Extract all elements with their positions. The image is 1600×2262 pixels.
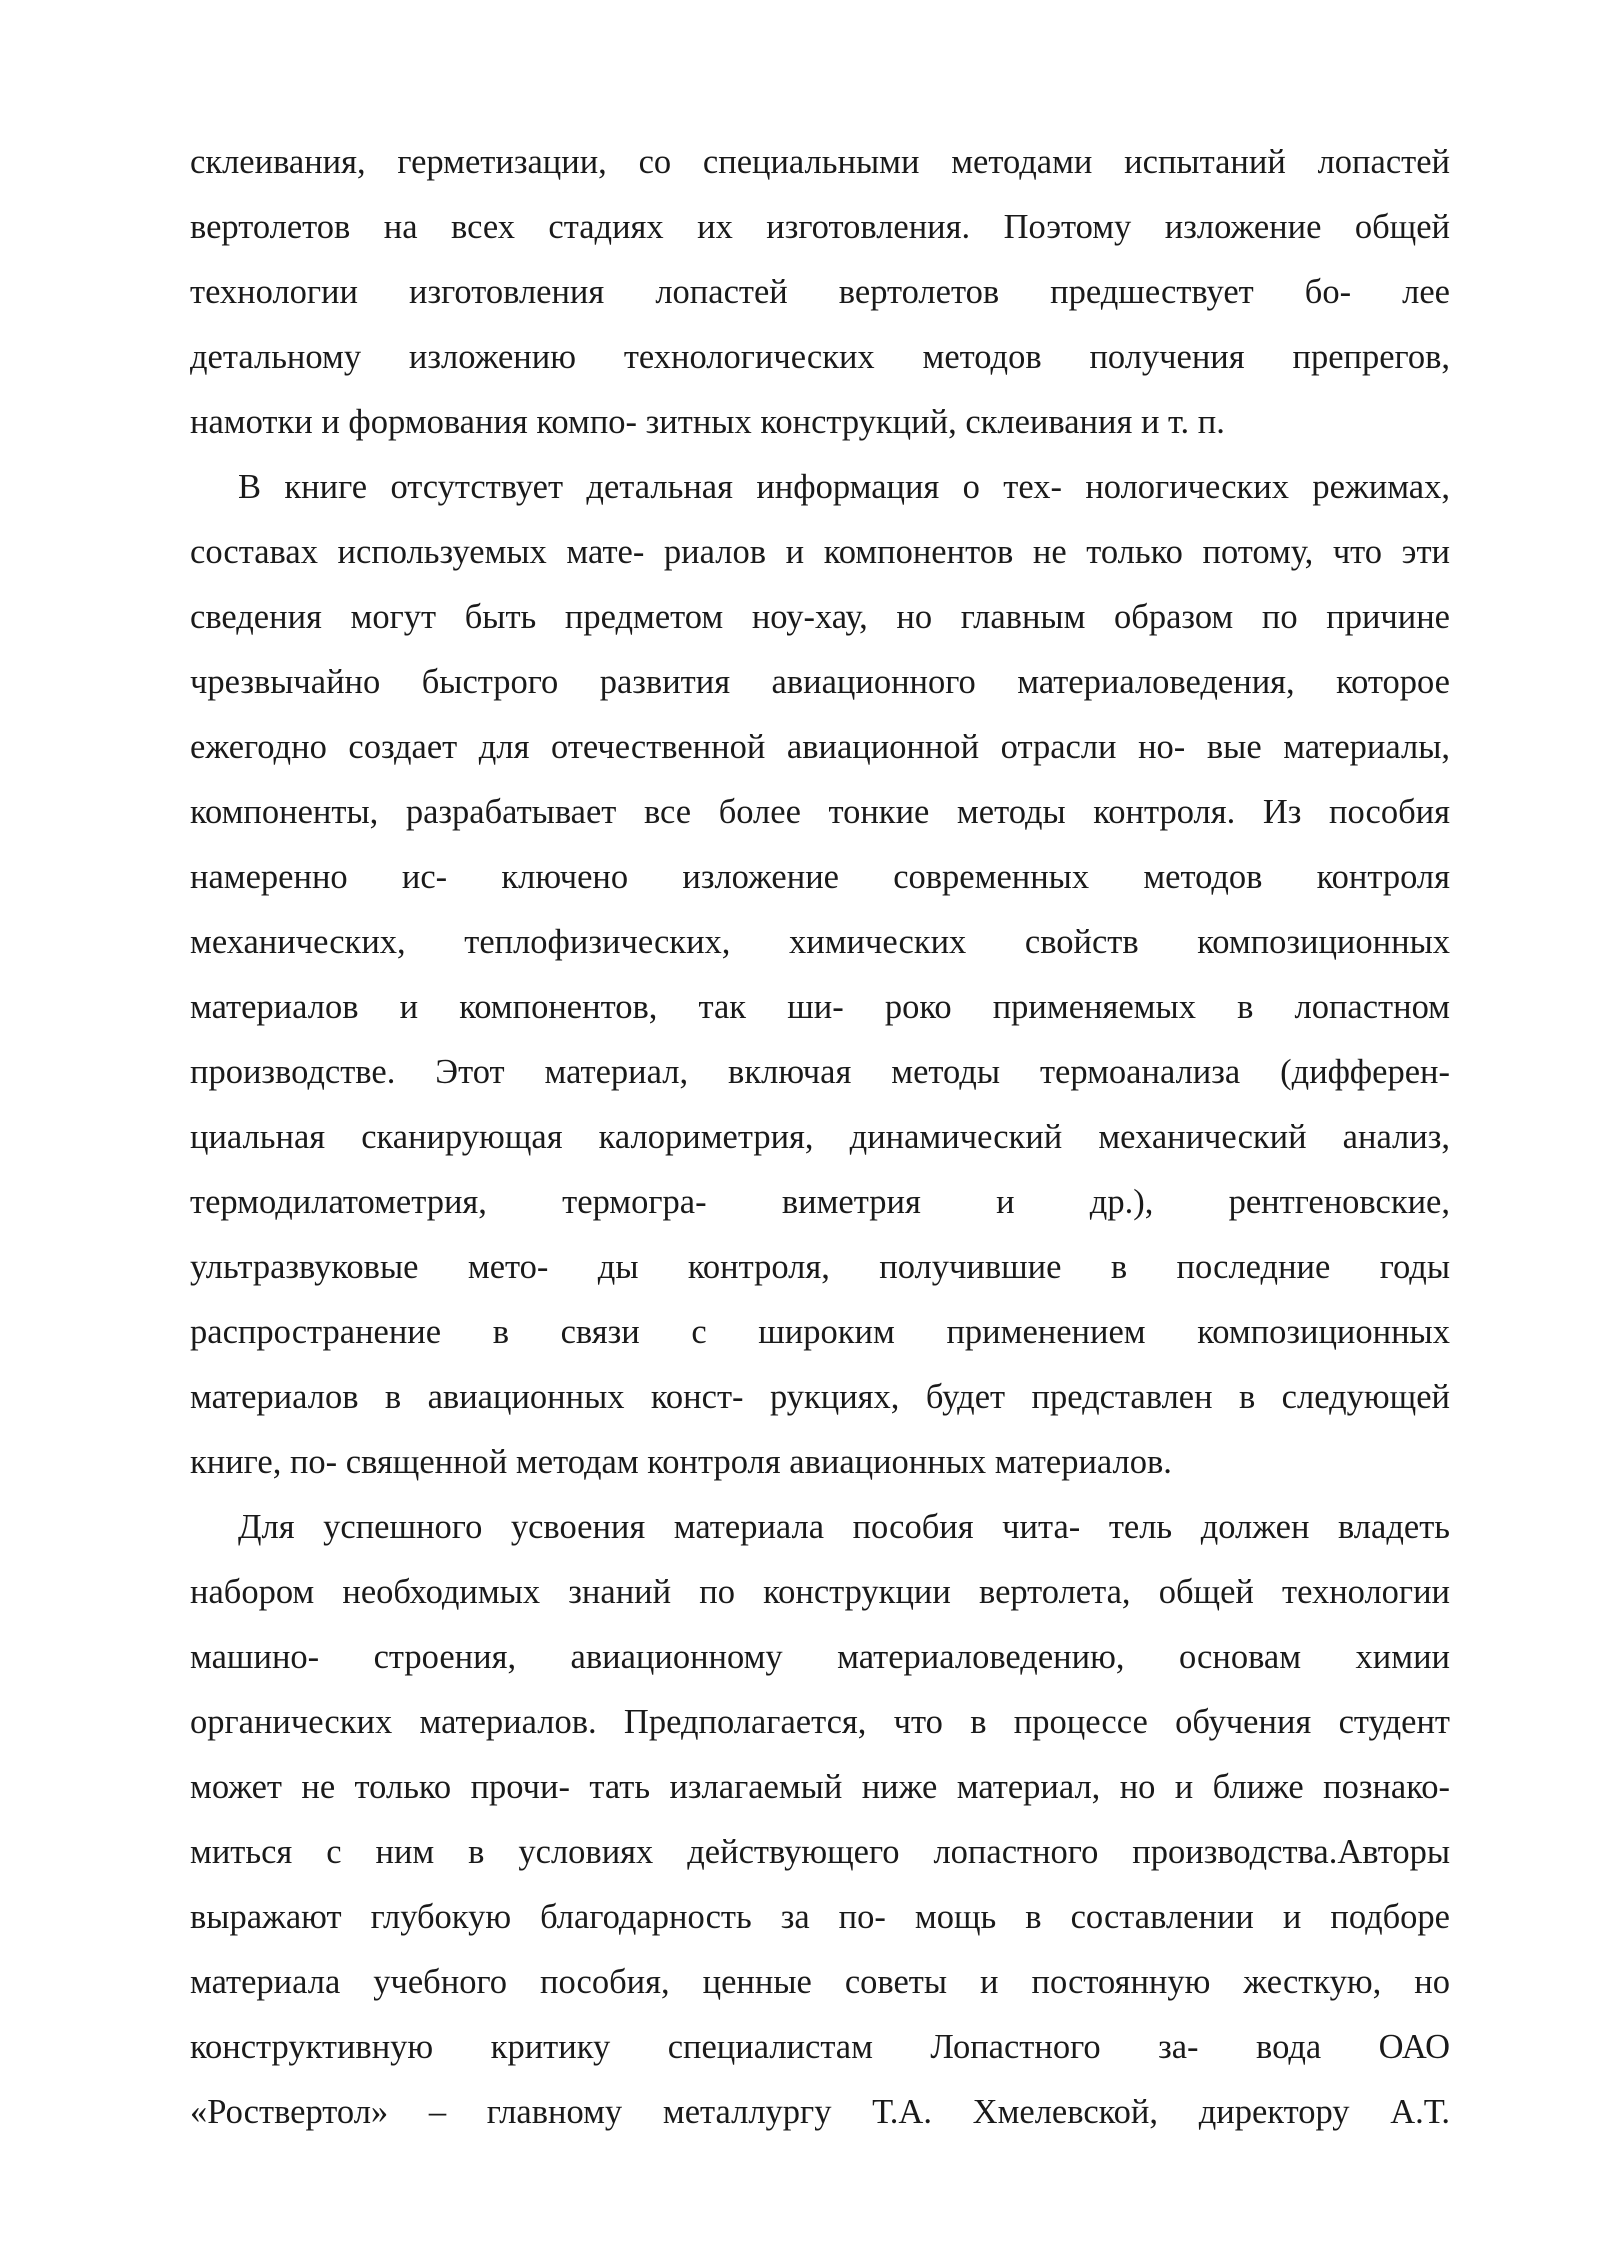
text-line: набором необходимых знаний по конструкции вертолета, общей технологии	[190, 1573, 1450, 1611]
text-line: ежегодно создает для отечественной авиационной отрасли но- вые материалы,	[190, 728, 1450, 766]
paragraph-3	[190, 1495, 1450, 2145]
text-line: «Роствертол» – главному металлургу Т.А. Хмелевской, директору А.Т.	[190, 2093, 1450, 2131]
text-line: намотки и формования компо- зитных конструкций, склеивания и т. п.	[190, 403, 1225, 441]
text-line: ультразвуковые мето- ды контроля, получившие в последние годы	[190, 1248, 1450, 1286]
text-line: составах используемых мате- риалов и компонентов не только потому, что эти	[190, 533, 1450, 571]
text-line: машино- строения, авиационному материаловедению, основам химии	[190, 1638, 1450, 1676]
text-line: может не только прочи- тать излагаемый ниже материал, но и ближе познако-	[190, 1768, 1450, 1806]
text-line: циальная сканирующая калориметрия, динамический механический анализ,	[190, 1118, 1450, 1156]
text-line: материала учебного пособия, ценные советы и постоянную жесткую, но	[190, 1963, 1450, 2001]
text-line: механических, теплофизических, химических свойств композиционных	[190, 923, 1450, 961]
text-line: детальному изложению технологических методов получения препрегов,	[190, 338, 1450, 376]
text-line: В книге отсутствует детальная информация о тех- нологических режимах,	[238, 468, 1450, 506]
paragraph-2	[190, 455, 1450, 1495]
paragraph-1	[190, 130, 1450, 455]
text-line: органических материалов. Предполагается, что в процессе обучения студент	[190, 1703, 1450, 1741]
text-line: материалов и компонентов, так ши- роко применяемых в лопастном	[190, 988, 1450, 1026]
text-line: Для успешного усвоения материала пособия чита- тель должен владеть	[238, 1508, 1450, 1546]
text-line: технологии изготовления лопастей вертолетов предшествует бо- лее	[190, 273, 1450, 311]
text-line: распространение в связи с широким применением композиционных	[190, 1313, 1450, 1351]
text-line: сведения могут быть предметом ноу-хау, но главным образом по причине	[190, 598, 1450, 636]
text-line: книге, по- священной методам контроля авиационных материалов.	[190, 1443, 1172, 1481]
text-line: миться с ним в условиях действующего лопастного производства.Авторы	[190, 1833, 1450, 1871]
text-line: материалов в авиационных конст- рукциях, будет представлен в следующей	[190, 1378, 1450, 1416]
document-page	[190, 130, 1450, 2145]
text-line: конструктивную критику специалистам Лопастного за- вода ОАО	[190, 2028, 1450, 2066]
text-line: термодилатометрия, термогра- виметрия и др.), рентгеновские,	[190, 1183, 1450, 1221]
text-line: чрезвычайно быстрого развития авиационного материаловедения, которое	[190, 663, 1450, 701]
text-line: компоненты, разрабатывает все более тонкие методы контроля. Из пособия	[190, 793, 1450, 831]
text-line: выражают глубокую благодарность за по- мощь в составлении и подборе	[190, 1898, 1450, 1936]
text-line: намеренно ис- ключено изложение современных методов контроля	[190, 858, 1450, 896]
text-line: вертолетов на всех стадиях их изготовления. Поэтому изложение общей	[190, 208, 1450, 246]
text-line: склеивания, герметизации, со специальными методами испытаний лопастей	[190, 143, 1450, 181]
text-line: производстве. Этот материал, включая методы термоанализа (дифферен-	[190, 1053, 1450, 1091]
